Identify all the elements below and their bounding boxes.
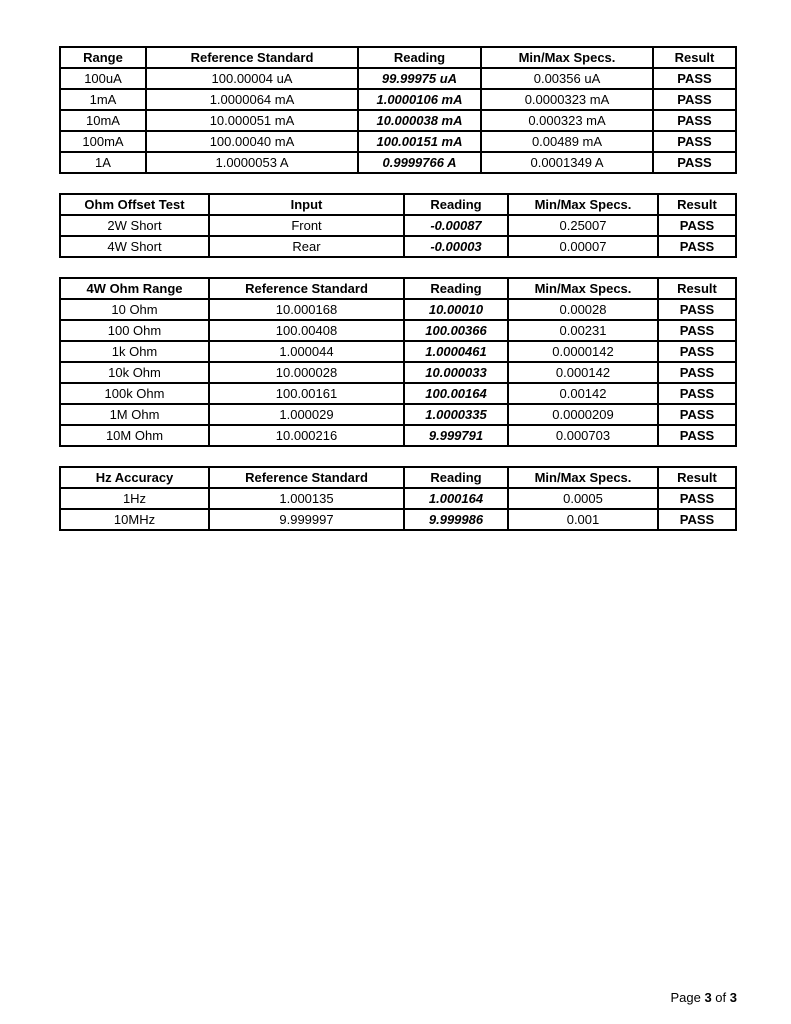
table-row xyxy=(60,299,736,320)
table-row xyxy=(60,89,736,110)
table-cell: 0.00142 xyxy=(508,383,658,404)
reading-cell: -0.00003 xyxy=(404,236,508,257)
table-row xyxy=(60,509,736,530)
reading-cell: 100.00366 xyxy=(404,320,508,341)
table-row xyxy=(60,152,736,173)
table-row xyxy=(60,383,736,404)
table-cell: 10.000168 xyxy=(209,299,404,320)
table-cell: 0.00231 xyxy=(508,320,658,341)
table-cell: 1.0000053 A xyxy=(146,152,358,173)
table-row xyxy=(60,341,736,362)
result-cell: PASS xyxy=(658,362,736,383)
column-header: Range xyxy=(60,47,146,68)
column-header: Reference Standard xyxy=(209,278,404,299)
reading-cell: -0.00087 xyxy=(404,215,508,236)
column-header: Reading xyxy=(404,467,508,488)
table-cell: 0.0005 xyxy=(508,488,658,509)
table-cell: 100.00408 xyxy=(209,320,404,341)
result-cell: PASS xyxy=(653,152,736,173)
table-cell: 1A xyxy=(60,152,146,173)
table-cell: 0.0000323 mA xyxy=(481,89,653,110)
current-accuracy-table xyxy=(59,46,737,174)
table-cell: 100.00004 uA xyxy=(146,68,358,89)
table-cell: 0.000703 xyxy=(508,425,658,446)
footer-page-label: Page xyxy=(670,990,701,1005)
header-row xyxy=(60,47,736,68)
table-row xyxy=(60,362,736,383)
table-cell: 1.0000064 mA xyxy=(146,89,358,110)
table-cell: 9.999997 xyxy=(209,509,404,530)
result-cell: PASS xyxy=(658,404,736,425)
column-header: 4W Ohm Range xyxy=(60,278,209,299)
table-cell: 10M Ohm xyxy=(60,425,209,446)
table-row xyxy=(60,425,736,446)
table-cell: 10.000216 xyxy=(209,425,404,446)
reading-cell: 10.000033 xyxy=(404,362,508,383)
table-cell: 1M Ohm xyxy=(60,404,209,425)
table-cell: 0.0000209 xyxy=(508,404,658,425)
table-cell: 1.000135 xyxy=(209,488,404,509)
table-cell: 10mA xyxy=(60,110,146,131)
column-header: Input xyxy=(209,194,404,215)
result-cell: PASS xyxy=(653,89,736,110)
table-row xyxy=(60,110,736,131)
reading-cell: 9.999986 xyxy=(404,509,508,530)
table-cell: 1Hz xyxy=(60,488,209,509)
footer-page-number: 3 xyxy=(704,990,712,1005)
table-cell: 100.00161 xyxy=(209,383,404,404)
table-row xyxy=(60,236,736,257)
table-cell: 1.000044 xyxy=(209,341,404,362)
reading-cell: 99.99975 uA xyxy=(358,68,481,89)
header-row xyxy=(60,194,736,215)
column-header: Min/Max Specs. xyxy=(508,467,658,488)
result-cell: PASS xyxy=(658,509,736,530)
reading-cell: 9.999791 xyxy=(404,425,508,446)
column-header: Hz Accuracy xyxy=(60,467,209,488)
page-footer xyxy=(670,990,737,1005)
reading-cell: 1.0000461 xyxy=(404,341,508,362)
column-header: Reference Standard xyxy=(146,47,358,68)
reading-cell: 1.0000335 xyxy=(404,404,508,425)
table-cell: 0.00356 uA xyxy=(481,68,653,89)
table-cell: 100.00040 mA xyxy=(146,131,358,152)
header-row xyxy=(60,278,736,299)
table-cell: 10MHz xyxy=(60,509,209,530)
table-row xyxy=(60,320,736,341)
column-header: Result xyxy=(658,194,736,215)
table-cell: Front xyxy=(209,215,404,236)
table-cell: 10 Ohm xyxy=(60,299,209,320)
column-header: Reading xyxy=(404,194,508,215)
table-row xyxy=(60,215,736,236)
result-cell: PASS xyxy=(658,341,736,362)
column-header: Result xyxy=(653,47,736,68)
table-cell: 0.0000142 xyxy=(508,341,658,362)
column-header: Reading xyxy=(404,278,508,299)
table-cell: 0.000323 mA xyxy=(481,110,653,131)
reading-cell: 100.00164 xyxy=(404,383,508,404)
table-row xyxy=(60,404,736,425)
hz-accuracy-table xyxy=(59,466,737,531)
column-header: Ohm Offset Test xyxy=(60,194,209,215)
column-header: Min/Max Specs. xyxy=(508,194,658,215)
column-header: Min/Max Specs. xyxy=(508,278,658,299)
column-header: Result xyxy=(658,467,736,488)
table-cell: 100mA xyxy=(60,131,146,152)
reading-cell: 0.9999766 A xyxy=(358,152,481,173)
table-row xyxy=(60,131,736,152)
header-row xyxy=(60,467,736,488)
table-cell: 1.000029 xyxy=(209,404,404,425)
table-cell: Rear xyxy=(209,236,404,257)
table-cell: 100uA xyxy=(60,68,146,89)
table-cell: 0.001 xyxy=(508,509,658,530)
footer-total-pages: 3 xyxy=(729,990,737,1005)
column-header: Reference Standard xyxy=(209,467,404,488)
result-cell: PASS xyxy=(658,383,736,404)
table-cell: 1k Ohm xyxy=(60,341,209,362)
column-header: Result xyxy=(658,278,736,299)
table-cell: 0.00489 mA xyxy=(481,131,653,152)
table-cell: 0.00007 xyxy=(508,236,658,257)
table-cell: 100k Ohm xyxy=(60,383,209,404)
result-cell: PASS xyxy=(658,425,736,446)
reading-cell: 100.00151 mA xyxy=(358,131,481,152)
reading-cell: 10.000038 mA xyxy=(358,110,481,131)
table-cell: 10.000051 mA xyxy=(146,110,358,131)
four-wire-ohm-range-table xyxy=(59,277,737,447)
table-row xyxy=(60,68,736,89)
result-cell: PASS xyxy=(658,488,736,509)
column-header: Min/Max Specs. xyxy=(481,47,653,68)
column-header: Reading xyxy=(358,47,481,68)
reading-cell: 1.000164 xyxy=(404,488,508,509)
table-cell: 0.00028 xyxy=(508,299,658,320)
table-cell: 0.25007 xyxy=(508,215,658,236)
table-cell: 0.000142 xyxy=(508,362,658,383)
result-cell: PASS xyxy=(653,110,736,131)
table-row xyxy=(60,488,736,509)
table-cell: 10.000028 xyxy=(209,362,404,383)
reading-cell: 10.00010 xyxy=(404,299,508,320)
table-cell: 100 Ohm xyxy=(60,320,209,341)
table-cell: 10k Ohm xyxy=(60,362,209,383)
result-cell: PASS xyxy=(658,299,736,320)
footer-of-label: of xyxy=(715,990,727,1005)
result-cell: PASS xyxy=(658,236,736,257)
result-cell: PASS xyxy=(658,215,736,236)
table-cell: 1mA xyxy=(60,89,146,110)
result-cell: PASS xyxy=(653,131,736,152)
result-cell: PASS xyxy=(653,68,736,89)
table-cell: 4W Short xyxy=(60,236,209,257)
reading-cell: 1.0000106 mA xyxy=(358,89,481,110)
result-cell: PASS xyxy=(658,320,736,341)
ohm-offset-test-table xyxy=(59,193,737,258)
table-cell: 2W Short xyxy=(60,215,209,236)
table-cell: 0.0001349 A xyxy=(481,152,653,173)
